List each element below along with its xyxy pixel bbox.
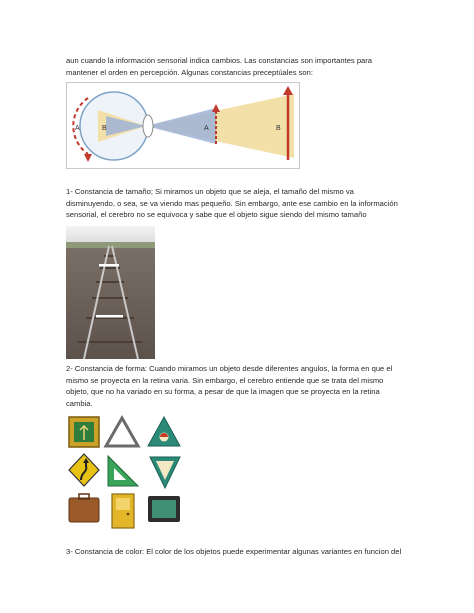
framed-picture-icon: [69, 417, 99, 447]
door-icon: [112, 494, 134, 528]
eye-size-diagram: [66, 82, 300, 169]
label-a-left: A: [75, 125, 80, 132]
shape-constancy-line: 2- Constancia de forma: Cuando miramos un objeto desde diferentes angulos, la forma en que el: [66, 364, 393, 373]
color-constancy-line: 3- Constancia de color: El color de los objetos puede experimentar algunas variantes en funcion del: [66, 547, 402, 556]
color-constancy-paragraph: [66, 546, 411, 558]
intro-paragraph: [66, 55, 411, 78]
intro-line: aun cuando la información sensorial indica cambios. Las constancias son importantes para: [66, 56, 373, 65]
intro-line: mantener el orden en percepción. Algunas constancias preceptúales son:: [66, 67, 313, 77]
lens-shape: [143, 115, 153, 137]
size-constancy-line: 1- Constancia de tamaño; Si miramos un objeto que se aleja, el tamaño del mismo va: [66, 187, 354, 196]
television-icon: [148, 496, 180, 522]
label-b-right: B: [276, 125, 281, 132]
shape-constancy-icons: [66, 414, 182, 532]
label-b-left: B: [102, 125, 107, 132]
railroad-tracks-photo: [66, 226, 155, 359]
shape-constancy-line: cambia.: [66, 398, 93, 408]
shape-constancy-paragraph: [66, 363, 411, 409]
briefcase-icon: [69, 494, 99, 522]
shape-constancy-line: objeto, que no ha variado en su forma, a pesar de que la imagen que se proyecta en la retina: [66, 387, 380, 397]
far-bar: [99, 264, 119, 267]
label-a-right: A: [204, 125, 209, 132]
shape-constancy-line: mismo se proyecta en la retina varia. Sin embargo, el cerebro entiende que se trata del mismo: [66, 375, 384, 385]
size-constancy-line: disminuyendo, o sea, se va viendo mas pequeño. Sin embargo, ante ese cambio en la información: [66, 198, 398, 208]
size-constancy-paragraph: [66, 186, 411, 221]
near-bar: [96, 315, 123, 318]
size-constancy-line: sensorial, el cerebro no se equivoca y sabe que el objeto sigue siendo del mismo tamaño: [66, 210, 367, 220]
